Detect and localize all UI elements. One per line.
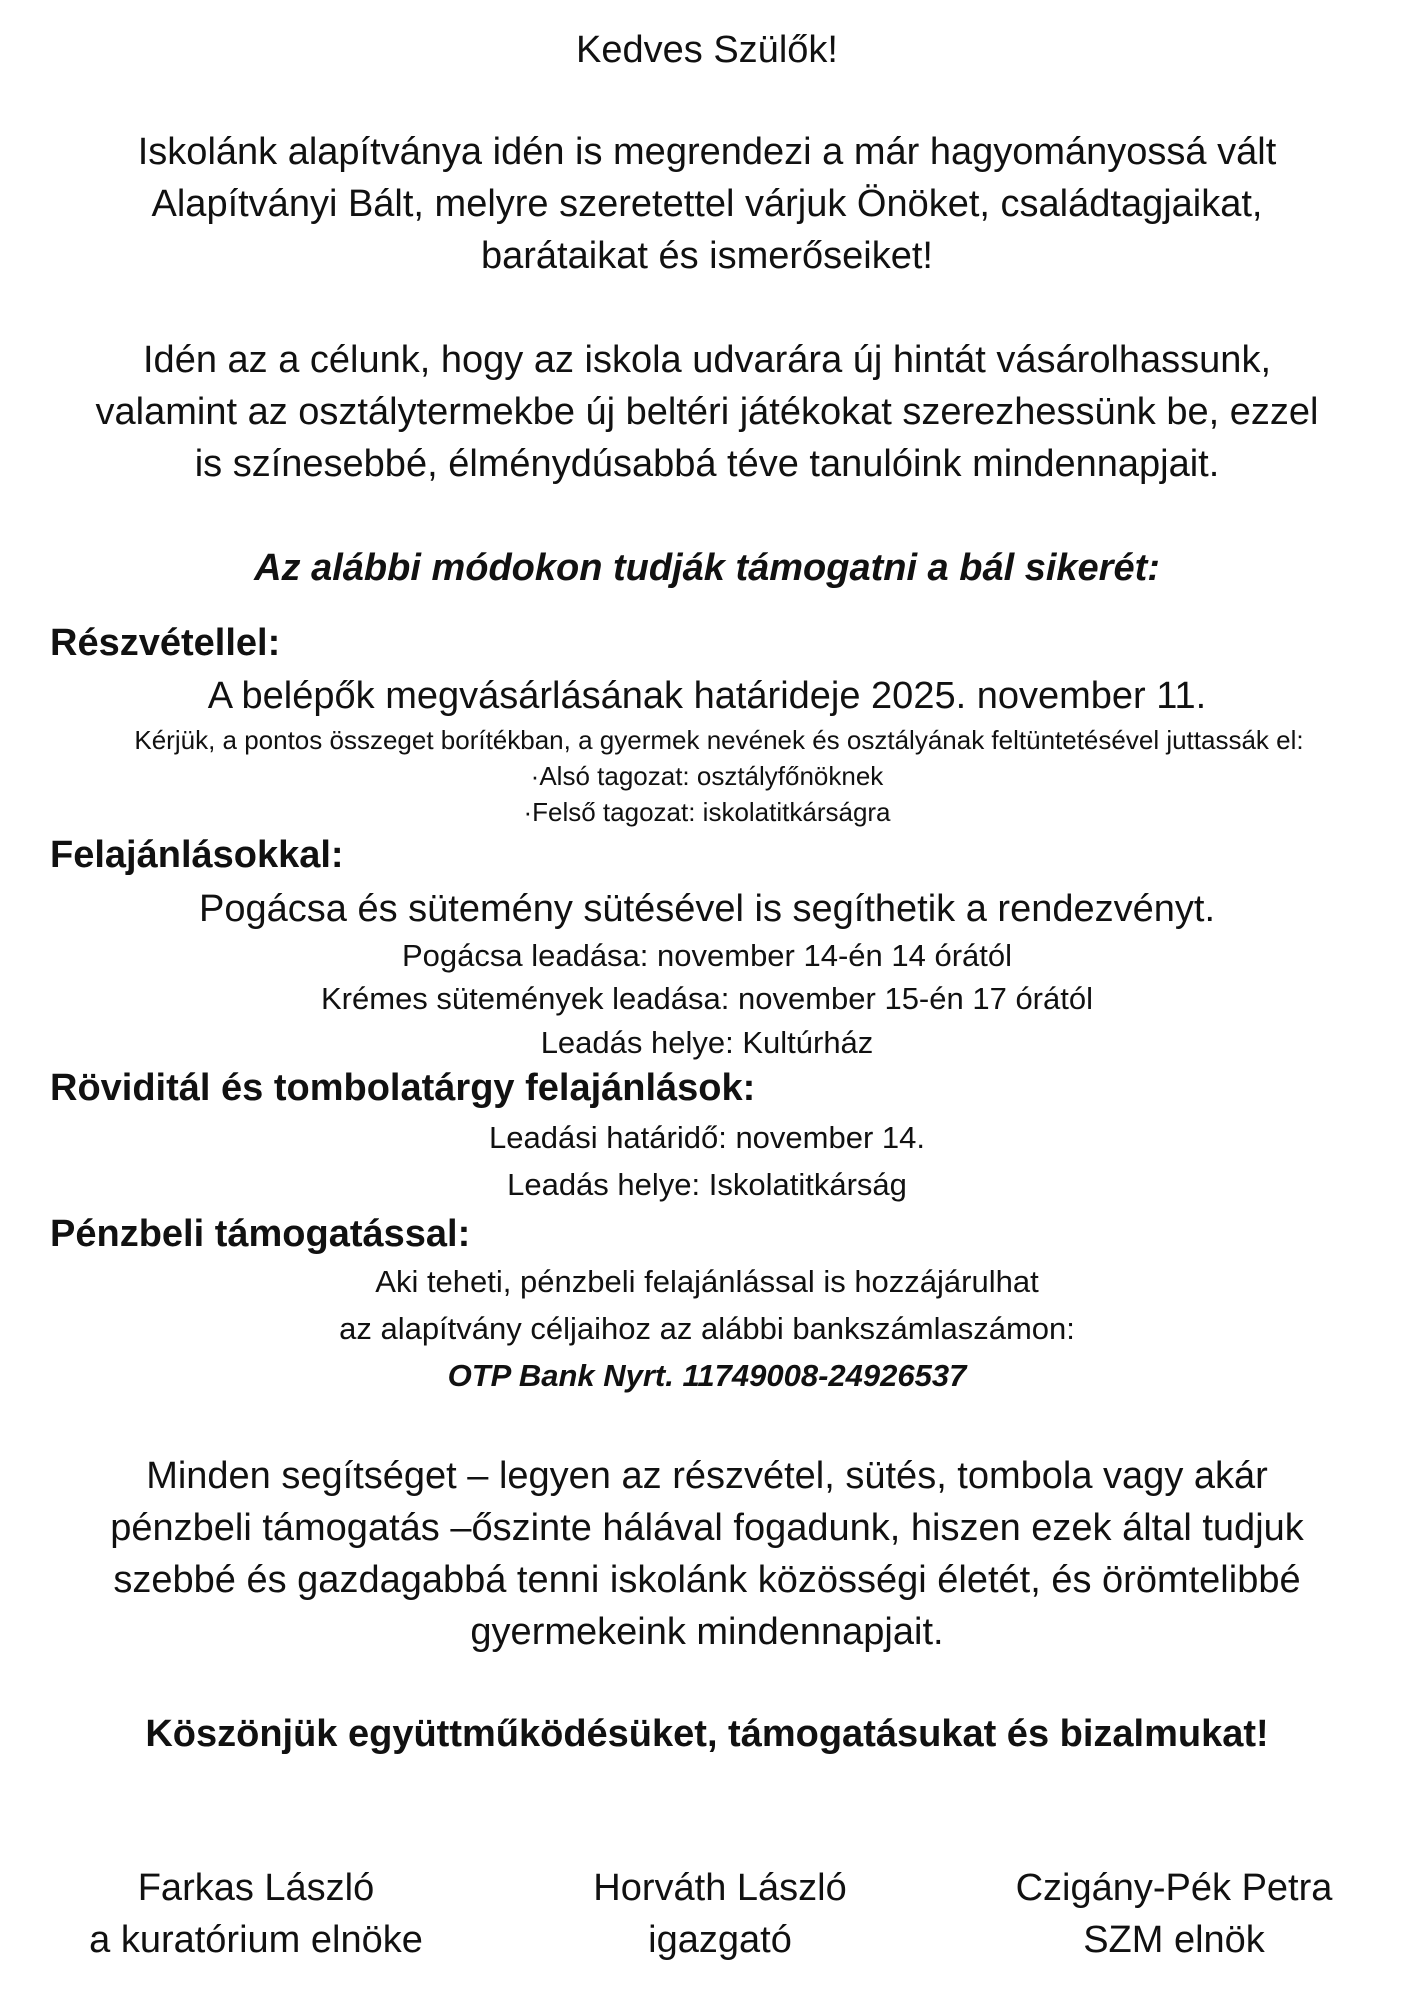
thanks-line: Köszönjük együttműködésüket, támogatásukat és bizalmukat! — [145, 1713, 1269, 1755]
drinks-heading: Röviditál és tombolatárgy felajánlások: — [50, 1067, 756, 1109]
signature — [46, 1862, 466, 1966]
signature — [510, 1862, 930, 1966]
signer-name: Farkas László — [137, 1867, 375, 1909]
money-line: Aki teheti, pénzbeli felajánlással is hozzájárulhat — [375, 1264, 1039, 1299]
drinks-deadline: Leadási határidő: november 14. — [488, 1120, 925, 1155]
offerings-heading: Felajánlásokkal: — [50, 834, 344, 876]
intro-line: Iskolánk alapítványa idén is megrendezi a már hagyományossá vált — [137, 131, 1277, 173]
payment-note: Kérjük, a pontos összeget borítékban, a gyermek nevének és osztályának feltüntetésével juttassák el: — [134, 725, 1304, 755]
signer-name: Horváth László — [593, 1867, 847, 1909]
money-heading: Pénzbeli támogatással: — [50, 1213, 471, 1255]
pogacsa-dropoff: Pogácsa leadása: november 14-én 14 órától — [401, 938, 1013, 973]
support-heading: Az alábbi módokon tudják támogatni a bál sikerét: — [254, 547, 1160, 589]
kremes-dropoff: Krémes sütemények leadása: november 15-én 17 órától — [321, 981, 1093, 1016]
greeting: Kedves Szülők! — [576, 29, 838, 71]
signature — [964, 1862, 1384, 1966]
dropoff-place: Leadás helye: Kultúrház — [540, 1025, 874, 1060]
intro-line: barátaikat és ismerőseiket! — [481, 235, 933, 277]
signer-role: igazgató — [648, 1919, 792, 1961]
closing-line: szebbé és gazdagabbá tenni iskolánk közösségi életét, és örömtelibbé — [113, 1559, 1301, 1601]
ticket-deadline: A belépők megvásárlásának határideje 2025. november 11. — [207, 675, 1207, 717]
intro-line: Alapítványi Bált, melyre szeretettel várjuk Önöket, családtagjaikat, — [151, 183, 1263, 225]
drinks-place: Leadás helye: Iskolatitkárság — [507, 1167, 907, 1202]
closing-line: Minden segítséget – legyen az részvétel, sütés, tombola vagy akár — [146, 1455, 1268, 1497]
signer-role: SZM elnök — [1083, 1919, 1265, 1961]
closing-line: gyermekeink mindennapjait. — [470, 1611, 944, 1653]
signer-name: Czigány-Pék Petra — [1015, 1867, 1333, 1909]
goal-line: Idén az a célunk, hogy az iskola udvarára új hintát vásárolhassunk, — [143, 339, 1271, 381]
baking-text: Pogácsa és sütemény sütésével is segíthetik a rendezvényt. — [199, 888, 1215, 930]
upper-grade-item: ·Felső tagozat: iskolatitkárságra — [523, 797, 891, 827]
money-line: az alapítvány céljaihoz az alábbi bankszámlaszámon: — [339, 1311, 1075, 1346]
goal-line: valamint az osztálytermekbe új beltéri játékokat szerezhessünk be, ezzel — [95, 391, 1319, 433]
participation-heading: Részvétellel: — [50, 622, 281, 664]
goal-line: is színesebbé, élménydúsabbá téve tanulóink mindennapjait. — [194, 443, 1220, 485]
bank-account: OTP Bank Nyrt. 11749008-24926537 — [447, 1358, 967, 1393]
signer-role: a kuratórium elnöke — [89, 1919, 423, 1961]
lower-grade-item: ·Alsó tagozat: osztályfőnöknek — [530, 761, 884, 791]
closing-line: pénzbeli támogatás –őszinte hálával fogadunk, hiszen ezek által tudjuk — [110, 1507, 1304, 1549]
